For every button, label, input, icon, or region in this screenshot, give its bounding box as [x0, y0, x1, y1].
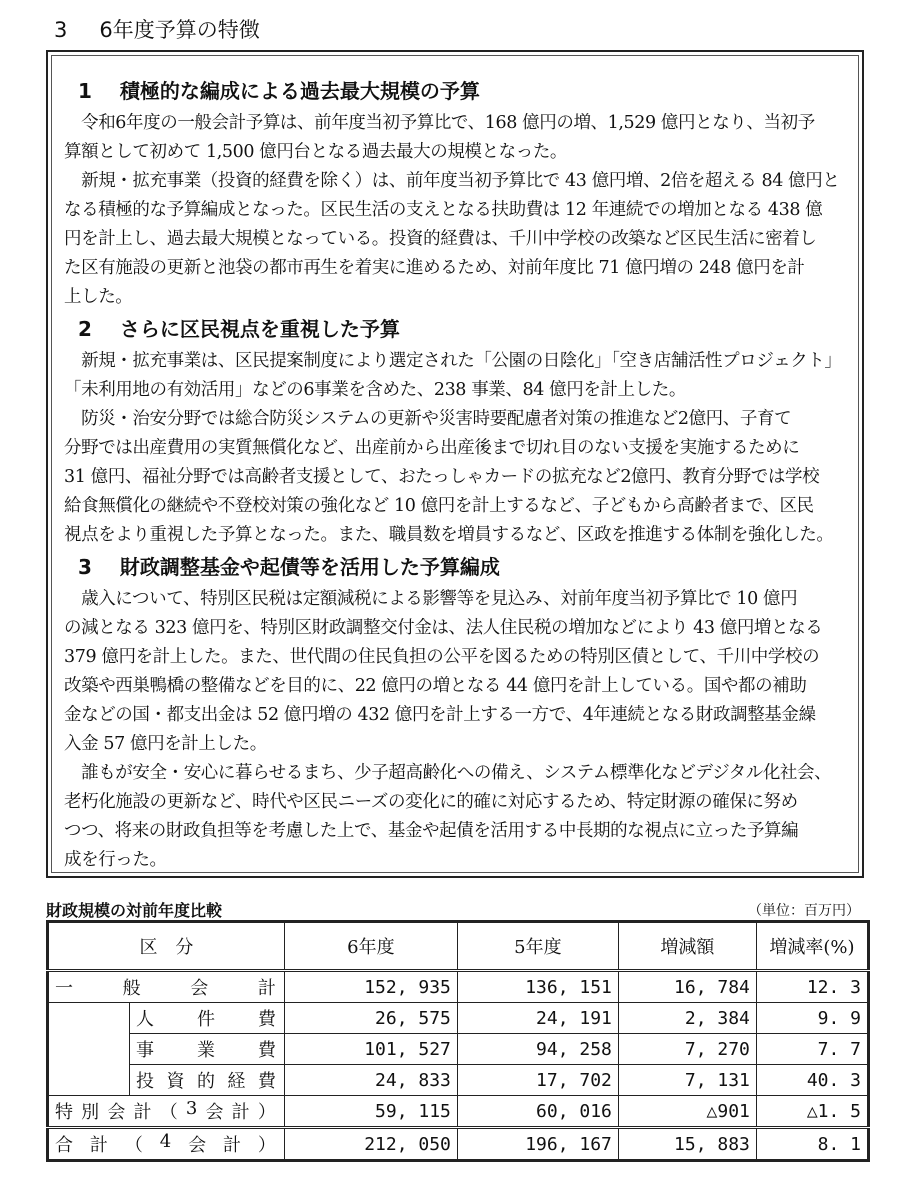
value-cell: 136, 151	[457, 971, 618, 1003]
label-char: 経	[227, 1071, 248, 1092]
table-row	[48, 1003, 869, 1034]
value-cell: 12. 3	[756, 971, 868, 1003]
body-line: 改築や西巣鴨橋の整備などを目的に、22 億円の増となる 44 億円を計上している。国や都の補助	[64, 676, 807, 696]
body-line: 円を計上し、過去最大規模となっている。投資的経費は、千川中学校の改築など区民生活に密着し	[64, 229, 817, 249]
table-title: 財政規模の対前年度比較	[46, 901, 223, 920]
title-number: 3	[54, 18, 68, 42]
label-char: 事	[136, 1040, 156, 1061]
body-line: 令和6年度の一般会計予算は、前年度当初予算比で、168 億円の増、1,529 億円となり、当初予	[64, 113, 815, 133]
table-header-row	[48, 922, 869, 971]
section-heading	[64, 312, 848, 346]
body-line: 分野では出産費用の実質無償化など、出産前から出産後まで切れ目のない支援を実施するために	[64, 438, 800, 458]
section-number: 3	[78, 555, 92, 579]
body-line: 防災・治安分野では総合防災システムの更新や災害時要配慮者対策の推進など2億円、子育て	[64, 409, 792, 429]
value-cell: 2, 384	[618, 1003, 756, 1034]
header-category: 区 分	[48, 922, 285, 971]
value-cell: 40. 3	[756, 1065, 868, 1096]
section-heading	[64, 550, 848, 584]
value-cell: 152, 935	[284, 971, 457, 1003]
header-change: 増減額	[618, 922, 756, 971]
table-unit: （単位：百万円）	[748, 903, 860, 919]
header-rate: 増減率(%)	[756, 922, 868, 971]
section-number: 2	[78, 317, 92, 341]
row-label	[48, 1128, 285, 1161]
title-text: 6年度予算の特徴	[99, 18, 260, 42]
body-line: 給食無償化の継続や不登校対策の強化など 10 億円を計上するなど、子どもから高齢者まで、区民	[64, 496, 814, 516]
value-cell: △901	[618, 1096, 756, 1128]
label-char: 費	[257, 1040, 278, 1061]
table-row	[48, 1034, 869, 1065]
label-char: 計	[222, 1135, 243, 1156]
body-line: 算額として初めて 1,500 億円台となる過去最大の規模となった。	[64, 142, 568, 162]
body-line: 新規・拡充事業（投資的経費を除く）は、前年度当初予算比で 43 億円増、2倍を超える 84 億円と	[64, 171, 840, 191]
label-char: 一	[55, 978, 75, 999]
body-line: つつ、将来の財政負担等を考慮した上で、基金や起債を活用する中長期的な視点に立った予算編	[64, 821, 799, 841]
label-char: 別	[81, 1102, 102, 1123]
value-cell: 26, 575	[284, 1003, 457, 1034]
label-char: 投	[136, 1071, 156, 1092]
section-number: 1	[78, 79, 92, 103]
label-char: 合	[55, 1135, 75, 1156]
label-char: 特	[55, 1102, 75, 1123]
body-line: の減となる 323 億円を、特別区財政調整交付金は、法人住民税の増加などにより 43 億円増となる	[64, 618, 823, 638]
features-box	[46, 50, 864, 878]
body-line: 31 億円、福祉分野では高齢者支援として、おたっしゃカードの拡充など2億円、教育分野では学校	[64, 467, 820, 487]
section-heading-text: さらに区民視点を重視した予算	[119, 317, 400, 341]
body-line: 新規・拡充事業は、区民提案制度により選定された「公園の日陰化」「空き店舗活性プロジェクト」	[64, 351, 842, 371]
label-char: 会	[190, 978, 211, 999]
value-cell: 15, 883	[618, 1128, 756, 1161]
body-line: 視点をより重視した予算となった。また、職員数を増員するなど、区政を推進する体制を強化した。	[64, 525, 834, 545]
label-char: ）	[257, 1102, 278, 1123]
section-heading-text: 積極的な編成による過去最大規模の予算	[119, 79, 480, 103]
body-line: 379 億円を計上した。また、世代間の住民負担の公平を図るための特別区債として、千川中学校の	[64, 647, 820, 667]
value-cell: 94, 258	[457, 1034, 618, 1065]
label-char: 件	[196, 1009, 217, 1030]
label-char: （	[124, 1135, 145, 1156]
value-cell: 59, 115	[284, 1096, 457, 1128]
label-char: 費	[257, 1009, 278, 1030]
section-heading	[64, 74, 848, 108]
value-cell: 16, 784	[618, 971, 756, 1003]
value-cell: 7, 131	[618, 1065, 756, 1096]
label-char: 計	[231, 1102, 252, 1123]
budget-table	[46, 920, 870, 1162]
value-cell: 60, 016	[457, 1096, 618, 1128]
label-char: 費	[257, 1071, 278, 1092]
label-char: ）	[257, 1135, 278, 1156]
label-char: 会	[205, 1102, 226, 1123]
value-cell: 7, 270	[618, 1034, 756, 1065]
table-row	[48, 1096, 869, 1128]
section-heading-text: 財政調整基金や起債等を活用した予算編成	[119, 555, 500, 579]
label-char: 般	[122, 978, 143, 999]
value-cell: 212, 050	[284, 1128, 457, 1161]
table-row	[48, 971, 869, 1003]
value-cell: 8. 1	[756, 1128, 868, 1161]
body-line: 上した。	[64, 287, 133, 307]
body-line: 歳入について、特別区民税は定額減税による影響等を見込み、対前年度当初予算比で 10 億円	[64, 589, 798, 609]
row-label	[130, 1034, 285, 1065]
value-cell: △1. 5	[756, 1096, 868, 1128]
header-fy6: 6年度	[284, 922, 457, 971]
label-char: 人	[136, 1009, 156, 1030]
label-char: 4	[159, 1131, 174, 1152]
table-row	[48, 1065, 869, 1096]
body-line: 入金 57 億円を計上した。	[64, 734, 267, 754]
value-cell: 17, 702	[457, 1065, 618, 1096]
indent-cell	[48, 1003, 130, 1096]
value-cell: 101, 527	[284, 1034, 457, 1065]
value-cell: 9. 9	[756, 1003, 868, 1034]
body-line: 成を行った。	[64, 850, 167, 870]
header-fy5: 5年度	[457, 922, 618, 971]
row-label	[130, 1065, 285, 1096]
value-cell: 24, 191	[457, 1003, 618, 1034]
label-char: 計	[257, 978, 278, 999]
body-line: なる積極的な予算編成となった。区民生活の支えとなる扶助費は 12 年連続での増加となる 438 億	[64, 200, 823, 220]
label-char: （	[159, 1102, 180, 1123]
label-char: 的	[196, 1071, 217, 1092]
body-line: 老朽化施設の更新など、時代や区民ニーズの変化に的確に対応するため、特定財源の確保に努め	[64, 792, 798, 812]
page-title	[54, 14, 292, 44]
label-char: 会	[107, 1102, 128, 1123]
label-char: 資	[166, 1071, 187, 1092]
body-line: 金などの国・都支出金は 52 億円増の 432 億円を計上する一方で、4年連続となる財政調整基金繰	[64, 705, 816, 725]
value-cell: 24, 833	[284, 1065, 457, 1096]
body-line: た区有施設の更新と池袋の都市再生を着実に進めるため、対前年度比 71 億円増の 248 億円を計	[64, 258, 805, 278]
value-cell: 196, 167	[457, 1128, 618, 1161]
label-char: 計	[133, 1102, 154, 1123]
label-char: 会	[188, 1135, 209, 1156]
label-char: 業	[196, 1040, 217, 1061]
row-label	[48, 1096, 285, 1128]
table-row	[48, 1128, 869, 1161]
label-char: 計	[89, 1135, 110, 1156]
row-label	[130, 1003, 285, 1034]
body-line: 「未利用地の有効活用」などの6事業を含めた、238 事業、84 億円を計上した。	[64, 380, 686, 400]
label-char: 3	[185, 1098, 200, 1119]
value-cell: 7. 7	[756, 1034, 868, 1065]
body-line: 誰もが安全・安心に暮らせるまち、少子超高齢化への備え、システム標準化などデジタル化社会、	[64, 763, 832, 783]
row-label	[48, 971, 285, 1003]
